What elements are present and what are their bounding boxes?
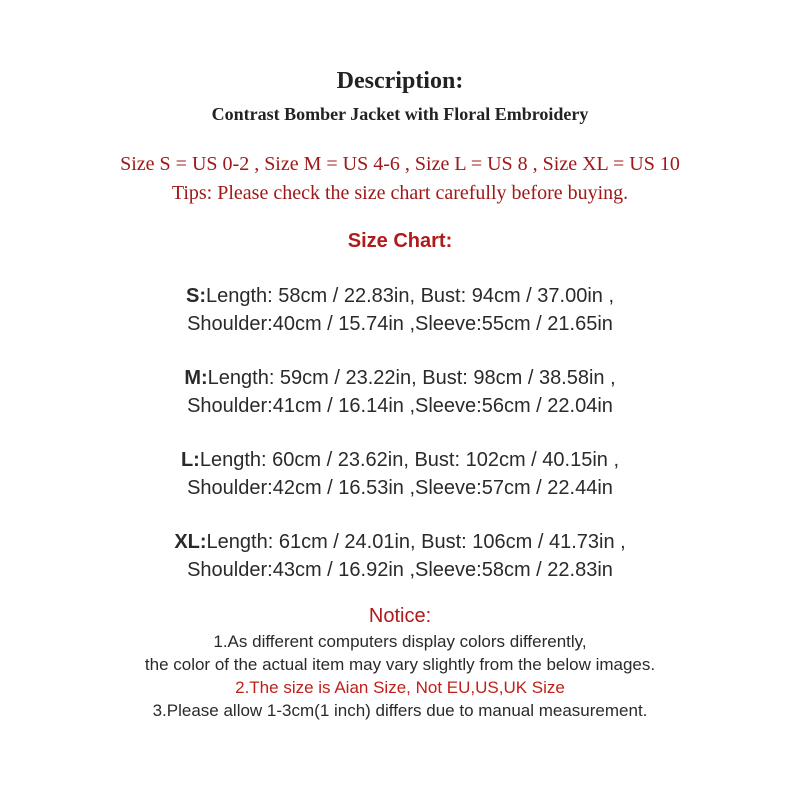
size-entry-m <box>0 364 800 420</box>
size-label: M: <box>184 367 208 389</box>
size-measurements: Length: 61cm / 24.01in, Bust: 106cm / 41.73in , <box>206 531 626 553</box>
size-label: L: <box>180 449 200 471</box>
size-measurements-2: Shoulder:42cm / 16.53in ,Sleeve:57cm / 22.44in <box>187 477 613 499</box>
description-title: Description: <box>336 68 464 94</box>
notice-line-2: the color of the actual item may vary slightly from the below images. <box>144 655 656 674</box>
notice-title: Notice: <box>368 605 432 627</box>
size-chart-title: Size Chart: <box>347 230 453 252</box>
size-entry-l <box>0 446 800 502</box>
size-label: XL: <box>174 531 207 553</box>
notice-line-4: 3.Please allow 1-3cm(1 inch) differs due to manual measurement. <box>152 701 648 720</box>
tips-text: Tips: Please check the size chart carefully before buying. <box>171 182 629 204</box>
product-name: Contrast Bomber Jacket with Floral Embroidery <box>211 104 589 124</box>
notice-list <box>0 630 800 722</box>
size-label: S: <box>185 285 206 307</box>
notice-line-3: 2.The size is Aian Size, Not EU,US,UK Size <box>235 678 565 697</box>
size-mapping-text: Size S = US 0-2 , Size M = US 4-6 , Size L = US 8 , Size XL = US 10 <box>120 153 680 175</box>
size-measurements: Length: 60cm / 23.62in, Bust: 102cm / 40.15in , <box>199 449 620 471</box>
size-entry-line <box>0 282 800 310</box>
size-entry-line <box>0 446 800 474</box>
size-measurements: Length: 58cm / 22.83in, Bust: 94cm / 37.00in , <box>205 285 615 307</box>
notice-line-1: 1.As different computers display colors differently, <box>213 632 587 651</box>
size-measurements: Length: 59cm / 23.22in, Bust: 98cm / 38.58in , <box>207 367 616 389</box>
size-measurements-2: Shoulder:40cm / 15.74in ,Sleeve:55cm / 21.65in <box>187 313 613 335</box>
size-measurements-2: Shoulder:43cm / 16.92in ,Sleeve:58cm / 22.83in <box>187 559 613 581</box>
size-entry-line <box>0 364 800 392</box>
size-entry-s <box>0 282 800 338</box>
size-entry-xl <box>0 528 800 584</box>
size-entry-line <box>0 528 800 556</box>
size-measurements-2: Shoulder:41cm / 16.14in ,Sleeve:56cm / 22.04in <box>187 395 613 417</box>
